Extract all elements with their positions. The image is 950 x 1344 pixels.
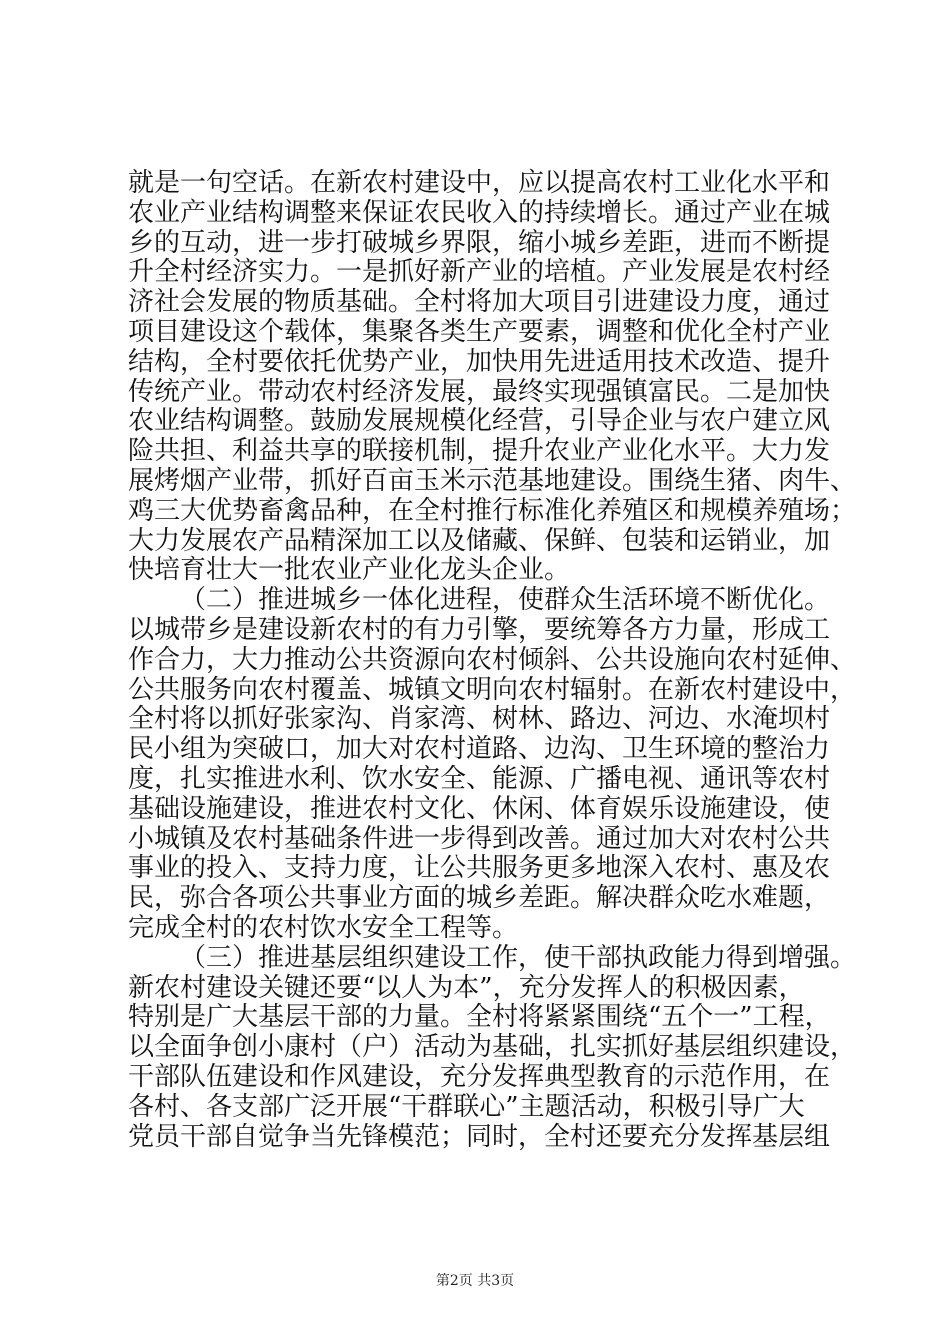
text-line: 小城镇及农村基础条件进一步得到改善。通过加大对农村公共 (128, 823, 831, 854)
text-line: 济社会发展的物质基础。全村将加大项目引进建设力度，通过 (128, 287, 831, 318)
text-line: 完成全村的农村饮水安全工程等。 (128, 912, 519, 943)
text-line: 党员干部自觉争当先锋模范；同时，全村还要充分发挥基层组 (128, 1121, 831, 1152)
text-line: 农业结构调整。鼓励发展规模化经营，引导企业与农户建立风 (128, 406, 831, 437)
text-line: 大力发展农产品精深加工以及储藏、保鲜、包装和运销业，加 (128, 525, 831, 556)
text-line: 民，弥合各项公共事业方面的城乡差距。解决群众吃水难题， (128, 883, 831, 914)
section-heading-3: （三）推进基层组织建设工作，使干部执政能力得到增强。 (180, 942, 857, 973)
text-line: 升全村经济实力。一是抓好新产业的培植。产业发展是农村经 (128, 257, 831, 288)
body-text (128, 168, 857, 1152)
page-number-footer: 第2页 共3页 (435, 1273, 515, 1289)
text-line: 新农村建设关键还要“以人为本”，充分发挥人的积极因素， (128, 972, 805, 1003)
text-line: 鸡三大优势畜禽品种，在全村推行标准化养殖区和规模养殖场； (128, 495, 857, 526)
text-line: 基础设施建设，推进农村文化、休闲、体育娱乐设施建设，使 (128, 793, 831, 824)
text-line: 以城带乡是建设新农村的有力引擎，要统筹各方力量，形成工 (128, 614, 831, 645)
text-line: 以全面争创小康村（户）活动为基础，扎实抓好基层组织建设， (128, 1032, 857, 1063)
text-line: 就是一句空话。在新农村建设中，应以提高农村工业化水平和 (128, 168, 831, 198)
section-heading-2: （二）推进城乡一体化进程，使群众生活环境不断优化。 (180, 585, 831, 616)
text-line: 传统产业。带动农村经济发展，最终实现强镇富民。二是加快 (128, 376, 831, 407)
text-line: 快培育壮大一批农业产业化龙头企业。 (128, 555, 571, 586)
text-line: 公共服务向农村覆盖、城镇文明向农村辐射。在新农村建设中， (128, 674, 857, 705)
text-line: 度，扎实推进水利、饮水安全、能源、广播电视、通讯等农村 (128, 763, 831, 794)
text-line: 项目建设这个载体，集聚各类生产要素，调整和优化全村产业 (128, 316, 831, 347)
text-line: 展烤烟产业带，抓好百亩玉米示范基地建设。围绕生猪、肉牛、 (128, 465, 857, 496)
text-line: 各村、各支部广泛开展“干群联心”主题活动，积极引导广大 (128, 1091, 805, 1122)
text-line: 作合力，大力推动公共资源向农村倾斜、公共设施向农村延伸、 (128, 644, 857, 675)
text-line: 特别是广大基层干部的力量。全村将紧紧围绕“五个一”工程， (128, 1002, 831, 1033)
text-line: 事业的投入、支持力度，让公共服务更多地深入农村、惠及农 (128, 853, 831, 884)
text-line: 干部队伍建设和作风建设，充分发挥典型教育的示范作用，在 (128, 1061, 831, 1092)
text-line: 民小组为突破口，加大对农村道路、边沟、卫生环境的整治力 (128, 734, 831, 765)
text-line: 乡的互动，进一步打破城乡界限，缩小城乡差距，进而不断提 (128, 227, 831, 258)
text-line: 结构，全村要依托优势产业，加快用先进适用技术改造、提升 (128, 346, 831, 377)
text-line: 农业产业结构调整来保证农民收入的持续增长。通过产业在城 (128, 197, 831, 228)
text-line: 险共担、利益共享的联接机制，提升农业产业化水平。大力发 (128, 436, 831, 467)
text-line: 全村将以抓好张家沟、肖家湾、树林、路边、河边、水淹坝村 (128, 704, 831, 735)
